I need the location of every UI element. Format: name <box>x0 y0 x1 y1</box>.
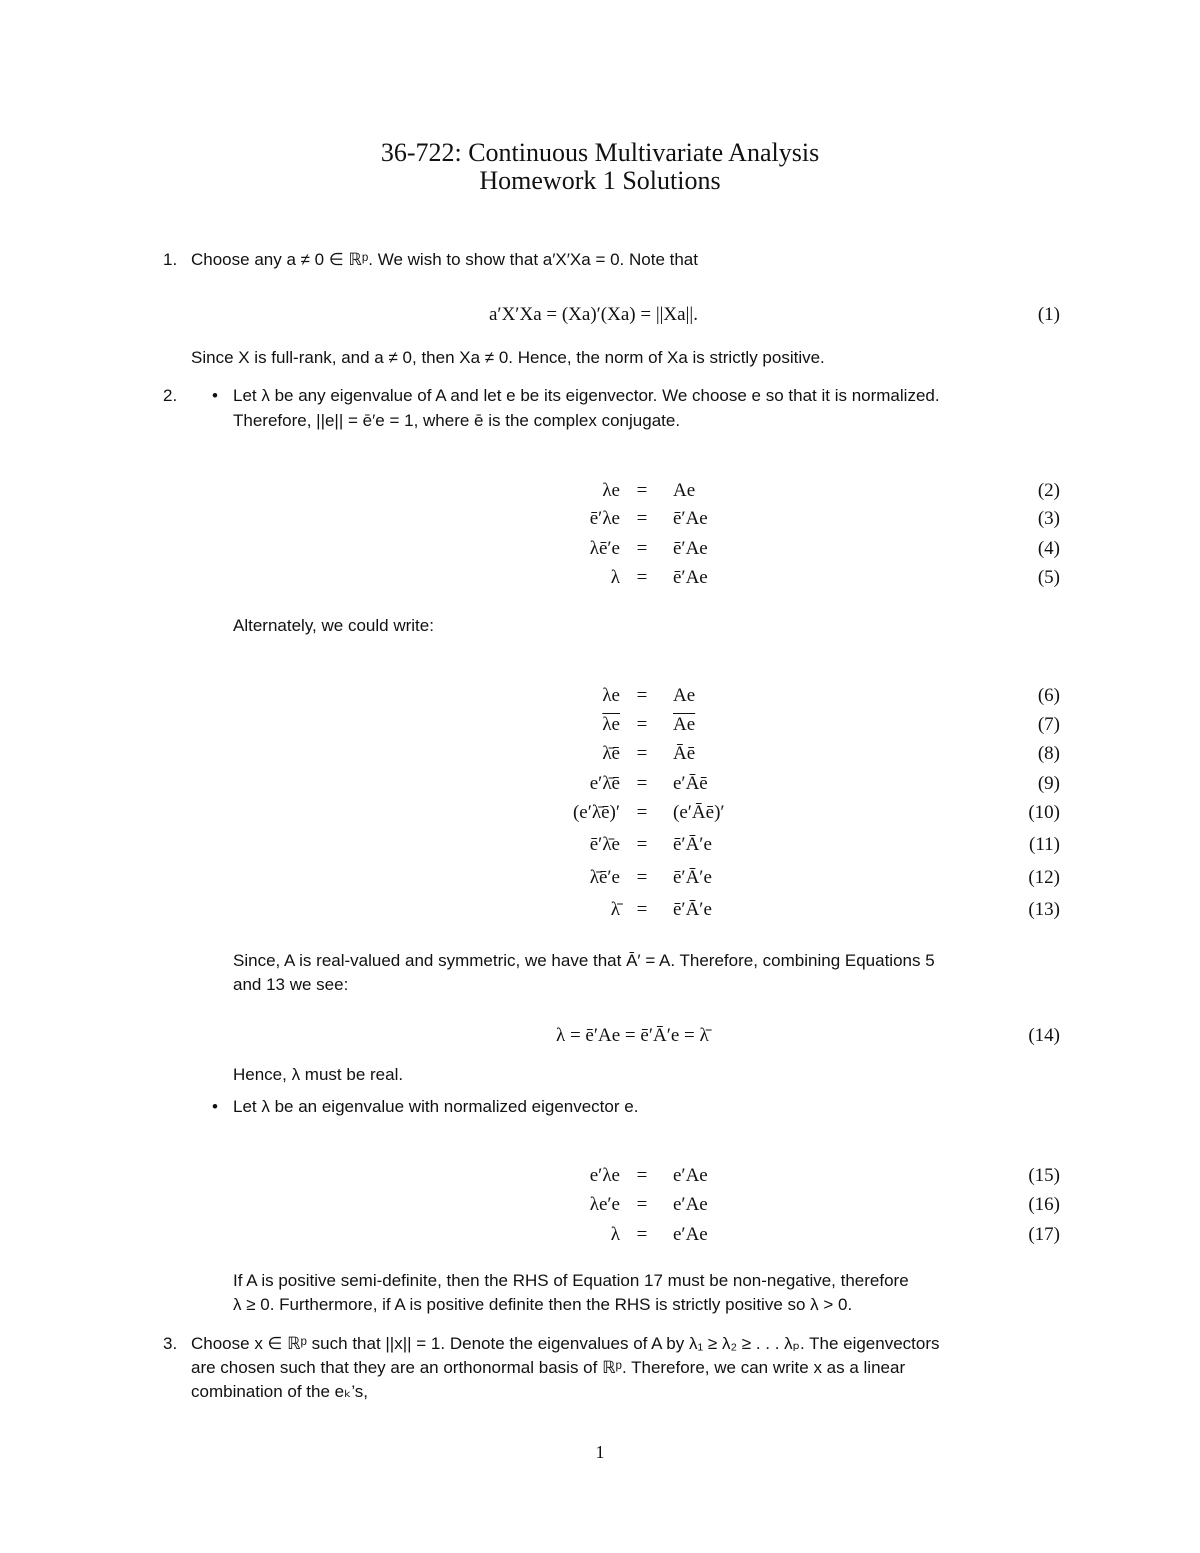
equation-11-rhs: ē′Ā′e <box>673 834 712 855</box>
equation-2-lhs: λe <box>602 480 620 501</box>
equation-6-relation: = <box>636 685 648 706</box>
symmetry-text-line-1: Since, A is real-valued and symmetric, we have that Ā′ = A. Therefore, combining Equations 5 <box>233 951 935 970</box>
equation-11-number: (11) <box>1029 834 1060 855</box>
equation-12-relation: = <box>636 867 648 888</box>
lambda-real-text: Hence, λ must be real. <box>233 1065 404 1084</box>
equation-11-relation: = <box>636 834 648 855</box>
equation-5-lhs: λ <box>610 567 620 588</box>
document-title: 36-722: Continuous Multivariate Analysis <box>380 138 820 167</box>
equation-15-rhs: e′Ae <box>673 1165 708 1186</box>
equation-5-relation: = <box>636 567 648 588</box>
equation-13-relation: = <box>636 899 648 920</box>
equation-8-lhs: λ̄ē <box>602 743 620 764</box>
equation-17-rhs: e′Ae <box>673 1224 708 1245</box>
equation-15-lhs: e′λe <box>589 1165 620 1186</box>
equation-8-rhs: Āē <box>673 743 696 764</box>
equation-10-number: (10) <box>1028 802 1060 823</box>
symmetry-text-line-2: and 13 we see: <box>233 975 349 994</box>
psd-text-line-1: If A is positive semi-definite, then the RHS of Equation 17 must be non-negative, therefore <box>233 1271 909 1290</box>
equation-6-number: (6) <box>1037 685 1060 706</box>
document-subtitle: Homework 1 Solutions <box>479 166 721 195</box>
equation-15-number: (15) <box>1028 1165 1060 1186</box>
equation-7-rhs-text: $\overline{Ae}$ <box>673 714 696 735</box>
equation-10-lhs: (e′λ̄ē)′ <box>572 802 620 823</box>
problem-3-marker: 3. <box>163 1334 178 1353</box>
equation-2-number: (2) <box>1037 480 1060 501</box>
equation-16-relation: = <box>636 1194 648 1215</box>
equation-1: a′X′Xa = (Xa)′(Xa) = ||Xa||. <box>489 304 698 325</box>
equation-9-relation: = <box>636 773 648 794</box>
equation-8-relation: = <box>636 743 648 764</box>
equation-3-relation: = <box>636 508 648 529</box>
equation-16-rhs: e′Ae <box>673 1194 708 1215</box>
equation-17-lhs: λ <box>610 1224 620 1245</box>
problem-3-line-3: combination of the eₖ’s, <box>191 1382 369 1401</box>
equation-12-rhs: ē′Ā′e <box>673 867 712 888</box>
equation-8-number: (8) <box>1037 743 1060 764</box>
equation-7-number: (7) <box>1037 714 1060 735</box>
equation-17-relation: = <box>636 1224 648 1245</box>
equation-10-rhs: (e′Āē)′ <box>673 802 725 823</box>
equation-3-rhs: ē′Ae <box>673 508 708 529</box>
problem-3-line-1: Choose x ∈ ℝᵖ such that ||x|| = 1. Denote the eigenvalues of A by λ₁ ≥ λ₂ ≥ . . . λₚ. The eigenvectors <box>191 1334 940 1353</box>
problem-1-conclusion: Since X is full-rank, and a ≠ 0, then Xa ≠ 0. Hence, the norm of Xa is strictly positive. <box>191 348 825 367</box>
equation-10-relation: = <box>636 802 648 823</box>
equation-2-relation: = <box>636 480 648 501</box>
equation-13-rhs: ē′Ā′e <box>673 899 712 920</box>
equation-2-rhs: Ae <box>673 480 696 501</box>
problem-1-marker: 1. <box>163 250 178 269</box>
equation-4-lhs: λē′e <box>589 538 620 559</box>
problem-2-part-2-intro: Let λ be an eigenvalue with normalized eigenvector e. <box>233 1097 639 1116</box>
problem-2-line-2: Therefore, ||e|| = ē′e = 1, where ē is the complex conjugate. <box>233 411 681 430</box>
bullet-1: • <box>212 386 218 405</box>
equation-3-number: (3) <box>1037 508 1060 529</box>
problem-1-intro: Choose any a ≠ 0 ∈ ℝᵖ. We wish to show that a′X′Xa = 0. Note that <box>191 250 698 269</box>
equation-16-number: (16) <box>1028 1194 1060 1215</box>
equation-9-rhs: e′Āē <box>673 773 708 794</box>
equation-12-lhs: λ̄ē′e <box>589 867 620 888</box>
bullet-2: • <box>212 1097 218 1116</box>
page-number: 1 <box>595 1442 605 1462</box>
equation-1-number: (1) <box>1037 304 1060 325</box>
equation-14: λ = ē′Ae = ē′Ā′e = λ̄ <box>556 1025 709 1046</box>
alternately-text: Alternately, we could write: <box>233 616 434 635</box>
equation-13-number: (13) <box>1028 899 1060 920</box>
psd-text-line-2: λ ≥ 0. Furthermore, if A is positive definite then the RHS is strictly positive so λ > 0. <box>233 1295 853 1314</box>
equation-16-lhs: λe′e <box>589 1194 620 1215</box>
equation-7-rhs <box>673 714 973 736</box>
equation-11-lhs: ē′λ̄e <box>589 834 620 855</box>
equation-13-lhs: λ̄ <box>610 899 620 920</box>
equation-4-relation: = <box>636 538 648 559</box>
problem-3-line-2: are chosen such that they are an orthonormal basis of ℝᵖ. Therefore, we can write x as a linear <box>191 1358 906 1377</box>
problem-2-marker: 2. <box>163 386 178 405</box>
problem-2-line-1: Let λ be any eigenvalue of A and let e be its eigenvector. We choose e so that it is normalized. <box>233 386 940 405</box>
equation-9-lhs: e′λ̄ē <box>589 773 620 794</box>
equation-4-number: (4) <box>1037 538 1060 559</box>
equation-9-number: (9) <box>1037 773 1060 794</box>
equation-6-rhs: Ae <box>673 685 696 706</box>
equation-7-relation: = <box>636 714 648 735</box>
equation-3-lhs: ē′λe <box>589 508 620 529</box>
equation-4-rhs: ē′Ae <box>673 538 708 559</box>
equation-17-number: (17) <box>1028 1224 1060 1245</box>
equation-5-rhs: ē′Ae <box>673 567 708 588</box>
equation-14-number: (14) <box>1028 1025 1060 1046</box>
equation-5-number: (5) <box>1037 567 1060 588</box>
equation-7-lhs: $\overline{\lambda e}$ <box>602 714 620 735</box>
equation-15-relation: = <box>636 1165 648 1186</box>
equation-6-lhs: λe <box>602 685 620 706</box>
equation-12-number: (12) <box>1028 867 1060 888</box>
